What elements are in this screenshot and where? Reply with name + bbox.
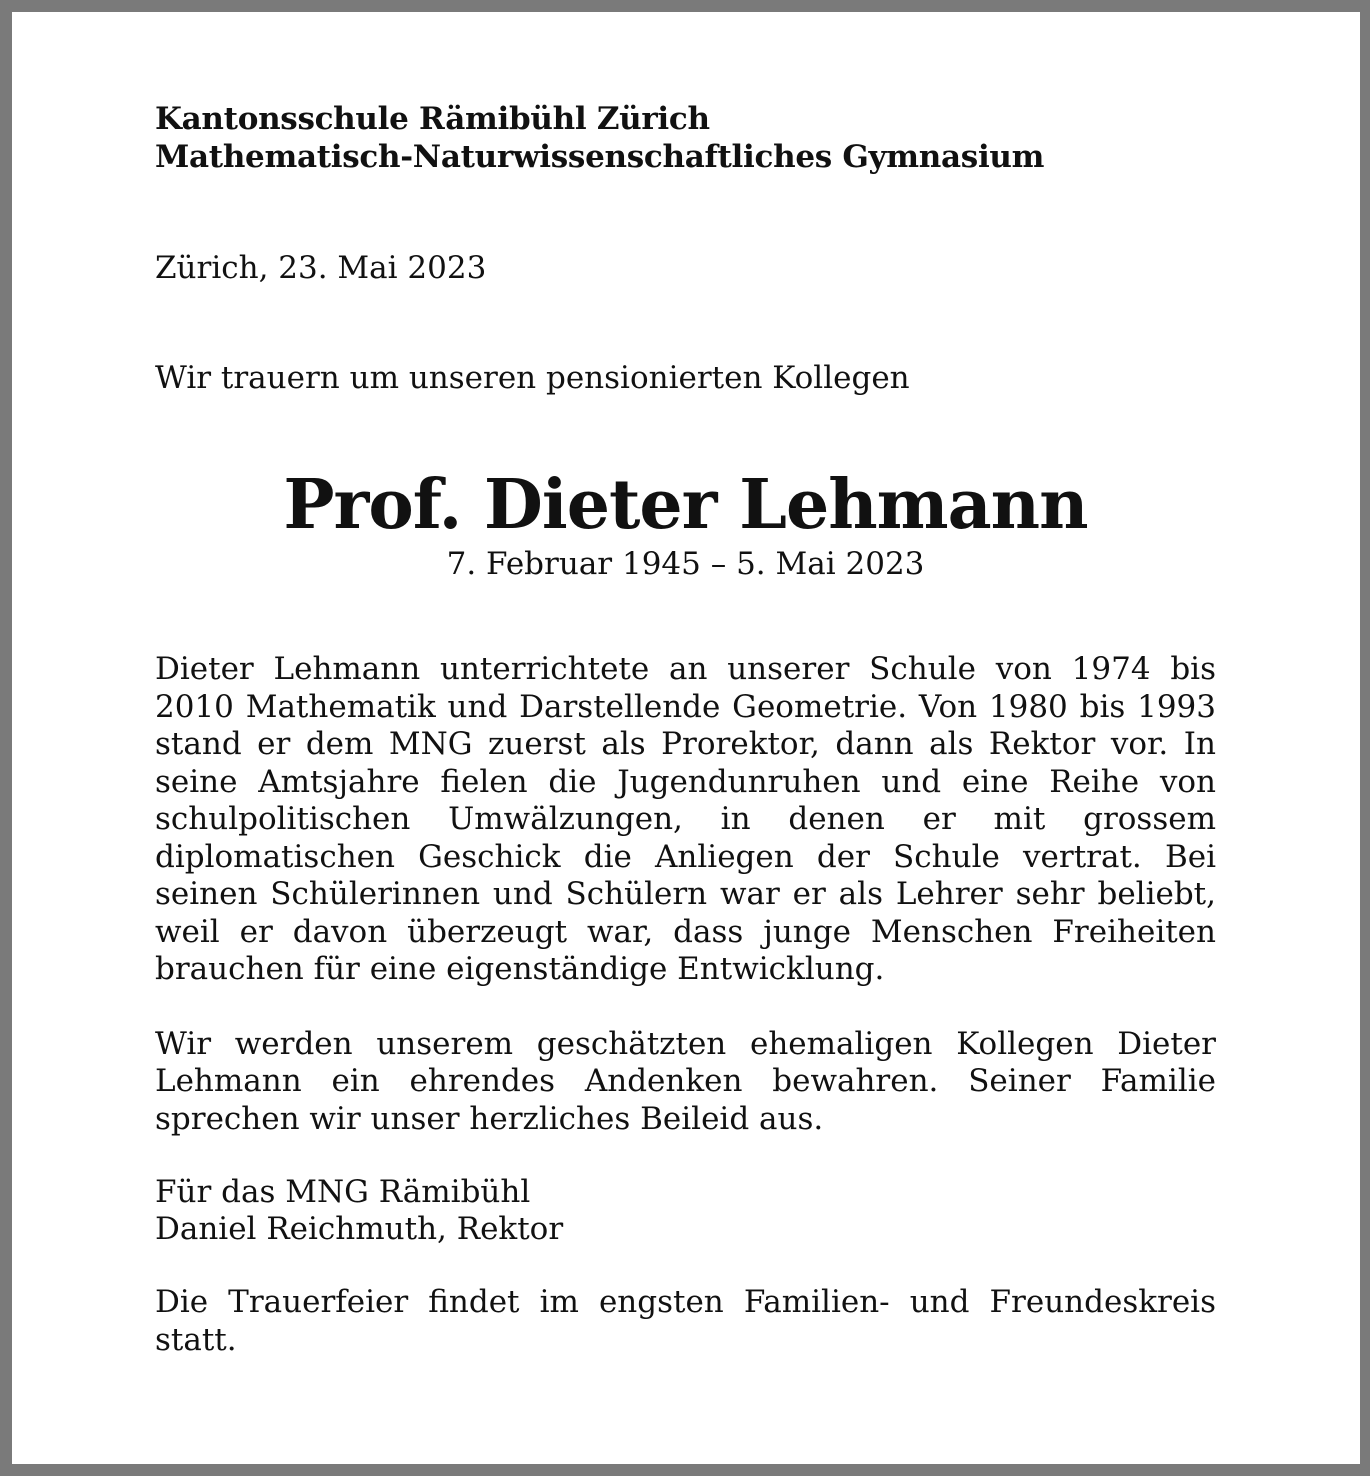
biography-paragraph: Dieter Lehmann unterrichtete an unserer Schule von 1974 bis 2010 Mathematik und Darstellende Geometrie. Von 1980 bis 1993 stand er dem MNG zuerst als Prorektor, dann als Rektor vor. In seine Amtsjahre fielen die Jugendunruhen und eine Reihe von schulpolitischen Umwälzungen, in denen er mit grossem diplomatischen Geschick die Anliegen der Schule vertrat. Bei seinen Schülerinnen und Schülern war er als Lehrer sehr beliebt, weil er davon überzeugt war, dass junge Menschen Freiheiten brauchen für eine eigenständige Entwicklung. — [155, 651, 1216, 987]
obituary-content — [155, 100, 1216, 1359]
condolence-paragraph: Wir werden unserem geschätzten ehemaligen Kollegen Dieter Lehmann ein ehrendes Andenken bewahren. Seiner Familie sprechen wir unser herzliches Beileid aus. — [155, 1025, 1216, 1137]
life-dates: 7. Februar 1945 – 5. Mai 2023 — [446, 546, 925, 582]
deceased-name: Prof. Dieter Lehmann — [283, 465, 1088, 545]
signature-organization: Für das MNG Rämibühl — [155, 1174, 531, 1210]
signature-name: Daniel Reichmuth, Rektor — [155, 1211, 564, 1247]
dateline: Zürich, 23. Mai 2023 — [155, 250, 487, 286]
funeral-note: Die Trauerfeier findet im engsten Familien- und Freundeskreis statt. — [155, 1284, 1216, 1358]
intro-text: Wir trauern um unseren pensionierten Kollegen — [155, 360, 910, 396]
institution-subtitle: Mathematisch-Naturwissenschaftliches Gymnasium — [155, 139, 1045, 175]
obituary-page — [12, 12, 1360, 1464]
signature-block — [155, 1174, 1216, 1248]
institution-name: Kantonsschule Rämibühl Zürich — [155, 101, 710, 137]
institution-header — [155, 100, 1216, 176]
